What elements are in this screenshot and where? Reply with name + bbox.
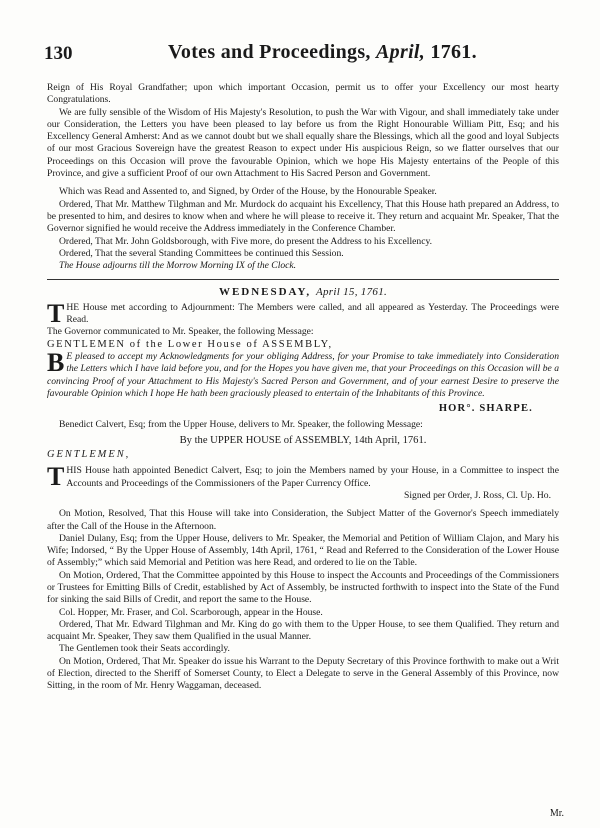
title-year: 1761. [430, 41, 477, 63]
day-heading [47, 286, 559, 298]
drop-cap-t2: T [47, 462, 65, 492]
paragraph-address: We are fully sensible of the Wisdom of His Majesty's Resolution, to push the War with Vigour, and shall immediately take under our Consideration, the Letters you have been pleased to lay before us from the Right Honourable William Pitt, Esq; and his Excellency General Amherst: And as we cannot doubt but we shall equally share the Blessings, which all the good and loyal Subjects of our most Gracious Sovereign have the greatest Reason to expect under His auspicious Reign, so we flatter ourselves that our Proceedings on this Occasion will prove the favourable Opinion, which we hope His Majesty entertains of the People of this Province, and give a sufficient Proof of our own Attachment to His Sacred Person and Government. [47, 106, 559, 180]
paragraph-committee-appointed: THIS House hath appointed Benedict Calvert, Esq; to join the Members named by your House, in a Committee to inspect the Accounts and Proceedings of the Commissioners of the Paper Currency Office. [47, 462, 559, 492]
running-title [168, 41, 477, 63]
gentlemen-heading: GENTLEMEN, [47, 449, 131, 461]
paragraph-ordered-committees: Ordered, That the several Standing Committees be continued this Session. [59, 247, 344, 259]
paragraph-assented: Which was Read and Assented to, and Signed, by Order of the House, by the Honourable Speaker. [59, 186, 437, 198]
paragraph-appear: Col. Hopper, Mr. Fraser, and Col. Scarborough, appear in the House. [59, 606, 323, 618]
paragraph-governor-communicated: The Governor communicated to Mr. Speaker, the following Message: [47, 326, 314, 338]
paragraph-house-met: THE House met according to Adjournment: The Members were called, and all appeared as Yesterday. The Proceedings were Read. [47, 298, 559, 328]
day-date: April 15, 1761. [315, 286, 388, 299]
paragraph-qualified: Ordered, That Mr. Edward Tilghman and Mr. King do go with them to the Upper House, to see them Qualified. They return and acquaint Mr. Speaker, They saw them Qualified in the usual Manner. [47, 618, 559, 643]
signed-per-order: Signed per Order, J. Ross, Cl. Up. Ho. [404, 489, 551, 501]
paragraph-resolved-speech: On Motion, Resolved, That this House will take into Consideration, the Subject Matter of the Governor's Speech immediately after the Call of the House in the Afternoon. [47, 508, 559, 532]
paragraph-reign: Reign of His Royal Grandfather; upon which important Occasion, permit us to offer your Excellency our most hearty Congratulations. [47, 82, 559, 106]
upper-house-heading: By the UPPER HOUSE of ASSEMBLY, 14th April, 1761. [179, 434, 427, 446]
paragraph-ordered-goldsborough: Ordered, That Mr. John Goldsborough, with Five more, do present the Address to his Excellency. [59, 235, 433, 247]
governor-message: B E pleased to accept my Acknowledgments for your obliging Address, for your Promise to take immediately into Consideration the Letters which I have laid before you, and for the Hopes you have given me, that your Proceedings on this Occasion will be a convincing Proof of your Attachment to His Majesty's Sacred Person and Government, and of your earnest Desire to preserve the favourable Opinion which I hope He hath been graciously pleased to entertain of the Inhabitants of this Province. [47, 347, 559, 399]
gentlemen-lower-house: GENTLEMEN of the Lower House of ASSEMBLY, [47, 338, 333, 350]
paragraph-committee-fund: On Motion, Ordered, That the Committee appointed by this House to inspect the Accounts and Proceedings of the Commissioners or Trustees for Emitting Bills of Credit, established by Act of Assembly, be instructed forthwith to inspect into the State of the Fund for sinking the said Bills of Credit, and report the same to the House. [47, 569, 559, 606]
title-month: April, [376, 41, 426, 63]
governor-signature: HOR°. SHARPE. [438, 403, 533, 415]
page-number: 130 [44, 43, 73, 64]
day-weekday: WEDNESDAY, [218, 286, 312, 299]
paragraph-dulany-petition: Daniel Dulany, Esq; from the Upper House, delivers to Mr. Speaker, the Memorial and Petition of William Clajon, and Mary his Wife; Indorsed, “ By the Upper House of Assembly, 14th April, 1761, “ Read and Referred to the Consideration of the Lower House of Assembly;” which said Memorial and Petition was here Read, and ordered to lie on the Table. [47, 532, 559, 569]
paragraph-seats: The Gentlemen took their Seats accordingly. [59, 643, 230, 655]
page-body [47, 82, 559, 693]
drop-cap-t: T [47, 298, 65, 328]
paragraph-writ-election: On Motion, Ordered, That Mr. Speaker do issue his Warrant to the Deputy Secretary of this Province forthwith to make out a Writ of Election, directed to the Sheriff of Somerset County, to Elect a Delegate to serve in the General Assembly of this Province, now Sitting, in the room of Mr. Henry Waggaman, deceased. [47, 655, 559, 692]
section-divider [47, 279, 559, 280]
drop-cap-b: B [47, 347, 65, 377]
paragraph-adjourns: The House adjourns till the Morrow Morning IX of the Clock. [59, 260, 297, 272]
paragraph-ordered-tilghman: Ordered, That Mr. Matthew Tilghman and Mr. Murdock do acquaint his Excellency, That this House hath prepared an Address, to be presented to him, and desires to know when and where he will please to receive it. They return and acquaint Mr. Speaker, That the Governor signified he would receive the Address immediately in the Conference Chamber. [47, 198, 559, 235]
catchword: Mr. [549, 808, 564, 819]
paragraph-calvert-delivers: Benedict Calvert, Esq; from the Upper House, delivers to Mr. Speaker, the following Message: [59, 419, 423, 431]
title-main: Votes and Proceedings, [168, 41, 371, 63]
page-header [44, 41, 564, 74]
